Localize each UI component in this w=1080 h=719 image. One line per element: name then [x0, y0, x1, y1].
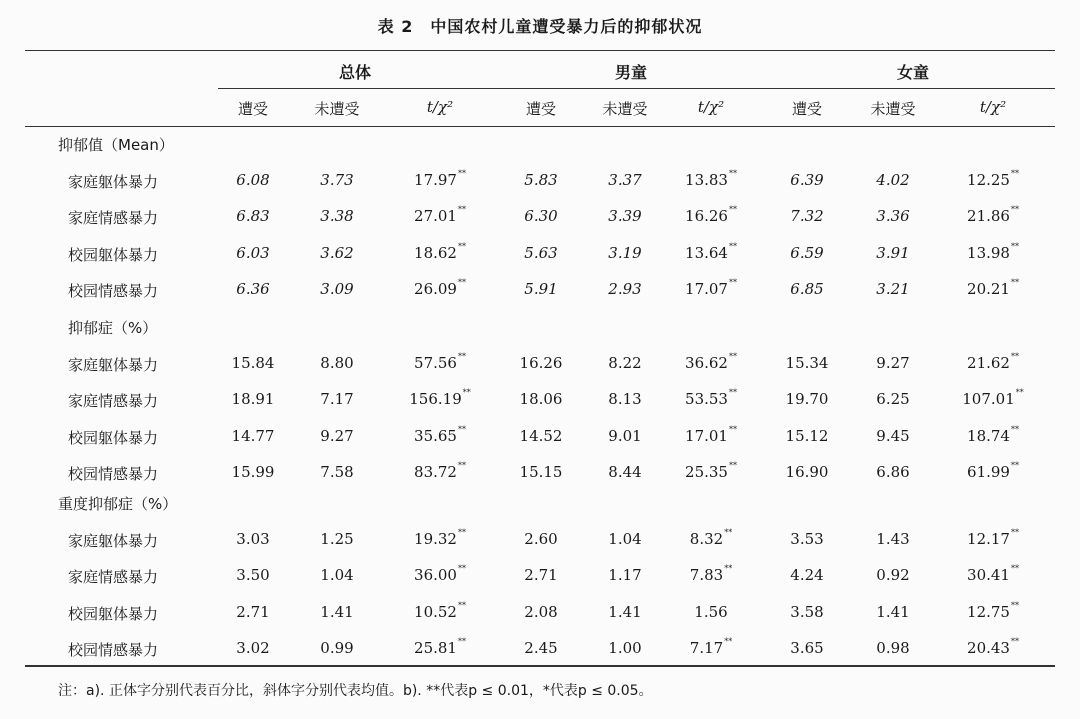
cell-value: 1.04: [608, 530, 642, 548]
cell-value: 16.90: [785, 462, 829, 481]
column-header: t/χ²: [426, 98, 454, 116]
cell-value: 15.34: [785, 354, 829, 372]
table-cell: [608, 463, 641, 481]
cell-value: 6.85: [790, 279, 824, 298]
cell-value: 3.36: [876, 207, 910, 226]
significance-mark: **: [457, 528, 466, 537]
cell-value: 16.26: [685, 207, 728, 226]
table-cell: [524, 244, 557, 262]
table-title: 表 2 中国农村儿童遭受暴力后的抑郁状况: [377, 17, 703, 36]
row-label: 校园情感暴力: [68, 464, 159, 483]
table-cell: [876, 390, 909, 408]
significance-mark: **: [728, 424, 737, 434]
cell-value: 19.32: [414, 530, 457, 548]
table-cell: [876, 427, 909, 445]
table-cell: [689, 636, 733, 657]
cell-value: 18.91: [231, 390, 275, 409]
cell-value: 2.08: [524, 602, 558, 621]
cell-value: 0.92: [876, 566, 910, 585]
significance-mark: **: [728, 241, 737, 251]
cell-value: 17.01: [685, 426, 728, 445]
table-cell: [876, 354, 909, 372]
cell-value: 6.39: [790, 171, 824, 189]
table-cell: [414, 207, 466, 225]
row-label: 家庭躯体暴力: [68, 173, 159, 191]
table-cell: [685, 241, 737, 262]
column-header: 遭受: [237, 100, 269, 118]
significance-mark: **: [724, 636, 733, 646]
cell-value: 7.32: [790, 207, 824, 226]
significance-mark: **: [1010, 277, 1019, 287]
table-cell: [967, 171, 1019, 189]
cell-value: 15.12: [785, 426, 829, 445]
cell-value: 3.73: [320, 171, 354, 189]
cell-value: 18.74: [967, 426, 1010, 445]
cell-value: 2.71: [524, 566, 558, 585]
significance-mark: **: [728, 388, 737, 398]
row-label: 家庭躯体暴力: [68, 356, 159, 374]
table-cell: [790, 280, 823, 298]
table-cell: [320, 530, 353, 548]
row-label: 家庭情感暴力: [68, 209, 159, 228]
cell-value: 7.17: [689, 638, 724, 657]
table-cell: [608, 639, 641, 657]
cell-value: 3.19: [608, 243, 642, 262]
cell-value: 25.81: [414, 638, 457, 657]
table-cell: [608, 603, 641, 621]
significance-mark: **: [457, 460, 466, 470]
cell-value: 2.45: [524, 638, 558, 657]
cell-value: 15.99: [231, 462, 275, 481]
table-cell: [967, 241, 1019, 262]
table-cell: [320, 171, 353, 189]
cell-value: 1.43: [876, 530, 910, 548]
cell-value: 15.84: [231, 354, 275, 372]
table-cell: [876, 639, 909, 657]
cell-value: 3.09: [320, 279, 354, 298]
table-note: 注：a). 正体字分别代表百分比，斜体字分别代表均值。b). **代表p ≤ 0.01，*代表p ≤ 0.05。: [58, 683, 653, 699]
table-cell: [876, 244, 909, 262]
table-cell: [236, 280, 269, 298]
table-cell: [236, 566, 269, 584]
cell-value: 61.99: [967, 462, 1010, 481]
table-cell: [876, 207, 909, 225]
significance-mark: **: [1015, 388, 1024, 398]
cell-value: 3.03: [236, 530, 270, 548]
table-cell: [414, 530, 466, 548]
table-cell: [967, 600, 1019, 621]
cell-value: 8.32: [689, 530, 724, 548]
group-header: 男童: [614, 63, 648, 82]
table-cell: [790, 639, 823, 657]
table-cell: [236, 639, 269, 657]
table-cell: [232, 463, 275, 481]
cell-value: 1.41: [876, 602, 910, 621]
table-cell: [524, 603, 557, 621]
table-cell: [962, 390, 1024, 408]
cell-value: 5.83: [524, 171, 558, 189]
significance-mark: **: [457, 600, 466, 610]
row-label: 校园躯体暴力: [68, 428, 159, 447]
table-cell: [414, 566, 466, 584]
row-label: 家庭情感暴力: [68, 568, 159, 587]
table-cell: [414, 171, 466, 189]
cell-value: 6.03: [236, 243, 270, 262]
cell-value: 6.25: [876, 390, 910, 409]
table-cell: [414, 636, 466, 657]
table-cell: [320, 463, 353, 481]
cell-value: 1.04: [320, 566, 354, 585]
cell-value: 3.38: [320, 207, 354, 226]
cell-value: 3.91: [876, 243, 910, 262]
significance-mark: **: [1010, 352, 1019, 361]
table-cell: [236, 171, 269, 189]
cell-value: 14.52: [519, 426, 563, 445]
table-cell: [520, 354, 563, 372]
table-cell: [790, 244, 823, 262]
cell-value: 0.99: [320, 638, 354, 657]
cell-value: 3.02: [236, 638, 270, 657]
table-cell: [685, 207, 737, 225]
significance-mark: **: [457, 241, 466, 251]
cell-value: 2.93: [608, 279, 642, 298]
cell-value: 1.56: [694, 602, 728, 621]
column-header: t/χ²: [697, 98, 725, 116]
significance-mark: **: [1010, 528, 1019, 537]
significance-mark: **: [1010, 241, 1019, 251]
cell-value: 12.75: [967, 602, 1010, 621]
table-cell: [524, 280, 557, 298]
cell-value: 13.98: [967, 243, 1010, 262]
table-cell: [320, 354, 353, 372]
table-cell: [786, 463, 829, 481]
significance-mark: **: [457, 169, 466, 178]
cell-value: 16.26: [519, 354, 563, 372]
table-cell: [414, 460, 466, 481]
significance-mark: **: [1010, 460, 1019, 470]
significance-mark: **: [1010, 636, 1019, 646]
significance-mark: **: [1010, 205, 1019, 215]
cell-value: 6.86: [876, 462, 910, 481]
cell-value: 36.62: [685, 354, 728, 372]
cell-value: 8.80: [320, 354, 354, 372]
table-cell: [790, 530, 823, 548]
table-cell: [320, 639, 353, 657]
cell-value: 0.98: [876, 638, 910, 657]
cell-value: 53.53: [685, 390, 728, 409]
table-cell: [608, 171, 641, 189]
significance-mark: **: [728, 352, 737, 361]
significance-mark: **: [1010, 600, 1019, 610]
cell-value: 7.17: [320, 390, 354, 409]
table-cell: [790, 171, 823, 189]
cell-value: 107.01: [962, 390, 1015, 409]
table-cell: [320, 207, 353, 225]
cell-value: 25.35: [685, 462, 728, 481]
cell-value: 57.56: [414, 354, 457, 372]
cell-value: 1.41: [320, 602, 354, 621]
cell-value: 36.00: [414, 566, 457, 585]
significance-mark: **: [728, 460, 737, 470]
cell-value: 1.00: [608, 638, 642, 657]
cell-value: 8.13: [608, 390, 642, 409]
cell-value: 5.63: [524, 243, 558, 262]
column-header: 遭受: [791, 100, 823, 118]
table-cell: [414, 424, 466, 445]
cell-value: 9.45: [876, 426, 910, 445]
column-header: 未遭受: [870, 100, 916, 118]
cell-value: 21.62: [967, 354, 1010, 372]
section-label: 重度抑郁症（%）: [58, 495, 178, 513]
cell-value: 6.08: [236, 171, 270, 189]
significance-mark: **: [457, 636, 466, 646]
cell-value: 18.06: [519, 390, 563, 409]
cell-value: 2.71: [236, 602, 270, 621]
table-cell: [967, 530, 1019, 548]
column-header: t/χ²: [979, 98, 1007, 116]
cell-value: 20.43: [967, 638, 1010, 657]
table-cell: [236, 530, 269, 548]
cell-value: 6.30: [524, 207, 558, 226]
cell-value: 6.59: [790, 243, 824, 262]
row-label: 校园情感暴力: [68, 281, 159, 300]
cell-value: 156.19: [409, 390, 462, 409]
cell-value: 21.86: [967, 207, 1010, 226]
table-cell: [608, 207, 641, 225]
column-header: 未遭受: [314, 100, 360, 118]
significance-mark: **: [728, 205, 737, 215]
table-cell: [685, 354, 737, 372]
significance-mark: **: [462, 388, 471, 398]
group-header: 总体: [338, 63, 372, 82]
cell-value: 2.60: [524, 530, 558, 548]
cell-value: 83.72: [414, 462, 457, 481]
row-label: 校园躯体暴力: [68, 604, 159, 623]
significance-mark: **: [724, 564, 733, 574]
row-label: 家庭情感暴力: [68, 392, 159, 411]
table-cell: [876, 171, 909, 189]
table-cell: [232, 427, 275, 445]
table-cell: [414, 600, 466, 621]
bottom-rule: [25, 665, 1055, 667]
row-label: 校园情感暴力: [68, 640, 159, 659]
cell-value: 4.24: [790, 566, 824, 585]
cell-value: 26.09: [414, 279, 457, 298]
cell-value: 18.62: [414, 243, 457, 262]
significance-mark: **: [457, 564, 466, 574]
table-cell: [524, 566, 557, 584]
table-cell: [690, 566, 732, 584]
table-cell: [967, 207, 1019, 225]
cell-value: 3.53: [790, 530, 824, 548]
cell-value: 1.41: [608, 602, 642, 621]
cell-value: 35.65: [414, 426, 457, 445]
cell-value: 3.50: [236, 566, 270, 585]
significance-mark: **: [724, 528, 733, 537]
table-cell: [685, 277, 737, 298]
group-header: 女童: [896, 63, 930, 82]
table-cell: [520, 463, 563, 481]
cell-value: 3.37: [608, 171, 642, 189]
table-cell: [320, 244, 353, 262]
significance-mark: **: [457, 424, 466, 434]
cell-value: 12.25: [967, 171, 1010, 189]
table-cell: [967, 424, 1019, 445]
table-cell: [524, 171, 557, 189]
table-cell: [967, 566, 1019, 584]
cell-value: 15.15: [519, 462, 563, 481]
cell-value: 1.17: [608, 566, 642, 585]
column-header: 遭受: [525, 100, 557, 118]
cell-value: 27.01: [414, 207, 457, 226]
significance-mark: **: [728, 169, 737, 178]
table-cell: [524, 530, 557, 548]
table-cell: [608, 244, 641, 262]
table-cell: [524, 207, 557, 225]
cell-value: 14.77: [231, 426, 275, 445]
table-cell: [608, 427, 641, 445]
table-cell: [520, 390, 563, 408]
cell-value: 3.39: [608, 207, 642, 226]
table-cell: [608, 530, 641, 548]
cell-value: 3.21: [876, 279, 910, 298]
table-cell: [409, 390, 471, 408]
table-cell: [876, 530, 909, 548]
header-rule: [25, 126, 1055, 127]
cell-value: 17.07: [685, 279, 728, 298]
cell-value: 6.83: [236, 207, 270, 226]
significance-mark: **: [457, 277, 466, 287]
table-cell: [236, 207, 269, 225]
cell-value: 10.52: [414, 602, 457, 621]
table-cell: [967, 354, 1019, 372]
cell-value: 7.83: [689, 566, 724, 585]
group-rule: [218, 88, 1055, 89]
cell-value: 30.41: [967, 566, 1010, 585]
cell-value: 5.91: [524, 279, 558, 298]
cell-value: 3.58: [790, 602, 824, 621]
table-cell: [685, 460, 737, 481]
cell-value: 19.70: [785, 390, 829, 409]
section-label: 抑郁症（%）: [68, 319, 158, 337]
row-label: 家庭躯体暴力: [68, 532, 159, 550]
table-cell: [967, 460, 1019, 481]
cell-value: 13.64: [685, 243, 728, 262]
significance-mark: **: [1010, 169, 1019, 178]
table-cell: [694, 603, 727, 621]
table-cell: [786, 354, 829, 372]
table-cell: [414, 277, 466, 298]
cell-value: 9.01: [608, 426, 642, 445]
cell-value: 7.58: [320, 462, 354, 481]
table-cell: [967, 277, 1019, 298]
cell-value: 13.83: [685, 171, 728, 189]
table-cell: [876, 566, 909, 584]
table-cell: [320, 280, 353, 298]
cell-value: 4.02: [876, 171, 910, 189]
table-cell: [320, 603, 353, 621]
table-cell: [414, 354, 466, 372]
significance-mark: **: [457, 352, 466, 361]
table-cell: [520, 427, 563, 445]
table-cell: [790, 566, 823, 584]
table-cell: [608, 280, 641, 298]
table-cell: [685, 390, 737, 408]
table-cell: [690, 530, 732, 548]
top-rule: [25, 50, 1055, 51]
cell-value: 8.44: [608, 462, 642, 481]
table-cell: [320, 427, 353, 445]
table-cell: [524, 639, 557, 657]
cell-value: 12.17: [967, 530, 1010, 548]
cell-value: 8.22: [608, 354, 642, 372]
significance-mark: **: [1010, 564, 1019, 574]
table-cell: [967, 636, 1019, 657]
significance-mark: **: [457, 205, 466, 215]
cell-value: 17.97: [414, 171, 457, 189]
table-cell: [232, 354, 275, 372]
table-cell: [876, 280, 909, 298]
significance-mark: **: [728, 277, 737, 287]
table-cell: [790, 603, 823, 621]
cell-value: 3.62: [320, 243, 354, 262]
table-cell: [320, 566, 353, 584]
table-cell: [320, 390, 353, 408]
table-cell: [232, 390, 275, 408]
section-label: 抑郁值（Mean）: [58, 136, 174, 154]
table-cell: [236, 603, 269, 621]
table-cell: [685, 424, 737, 445]
table-cell: [236, 244, 269, 262]
table-cell: [608, 390, 641, 408]
row-label: 校园躯体暴力: [68, 245, 159, 264]
significance-mark: **: [1010, 424, 1019, 434]
table-cell: [786, 427, 829, 445]
table-cell: [786, 390, 829, 408]
cell-value: 9.27: [876, 354, 910, 372]
table-cell: [608, 354, 641, 372]
table-cell: [685, 171, 737, 189]
cell-value: 9.27: [320, 426, 354, 445]
cell-value: 20.21: [967, 279, 1010, 298]
column-header: 未遭受: [602, 100, 648, 118]
table-cell: [414, 241, 466, 262]
table-cell: [876, 603, 909, 621]
cell-value: 1.25: [320, 530, 354, 548]
cell-value: 6.36: [236, 279, 270, 298]
table-cell: [790, 207, 823, 225]
table-cell: [876, 463, 909, 481]
table-cell: [608, 566, 641, 584]
cell-value: 3.65: [790, 638, 824, 657]
